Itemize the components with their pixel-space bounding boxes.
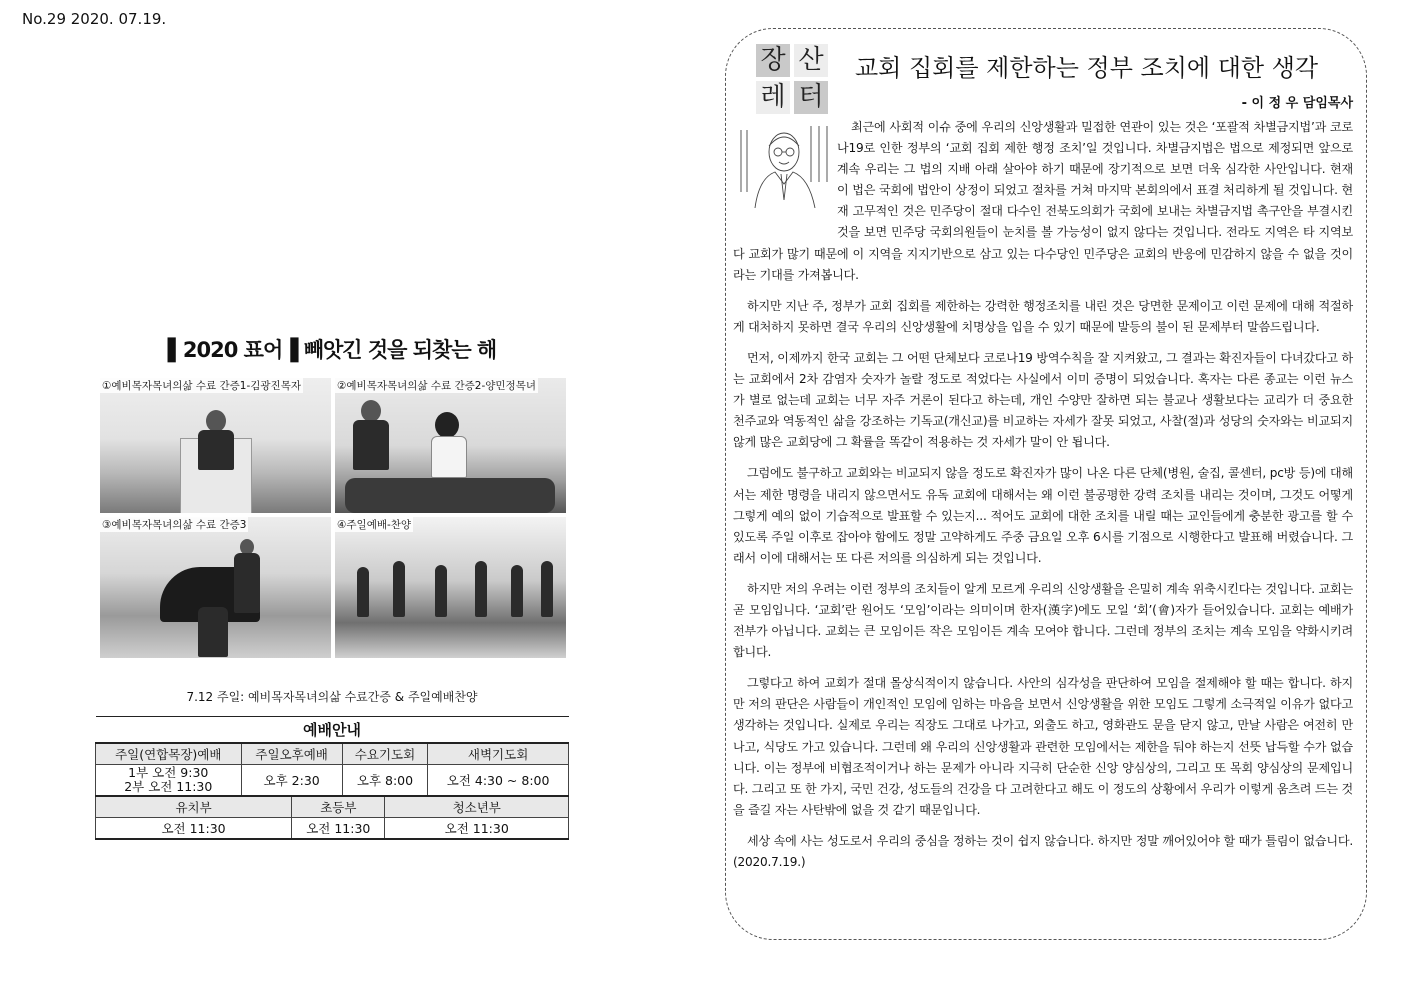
article-paragraph: 먼저, 이제까지 한국 교회는 그 어떤 단체보다 코로나19 방역수칙을 잘 지켜왔고, 그 결과는 확진자들이 다녀갔다고 하는 교회에서 2차 감염자 숫자가 놀랄 정도로 적었다는 사실에서 이미 증명이 되었습니다. 혹자는 다른 종교는 이런 뉴스가 별로 없는데 교회는 너무 자주 거론이 된다고 하는데, 개인 수양만 잘하면 되는 불교나 생활보다는 교리가 더 중요한 천주교와 역동적인 삶을 강조하는 기독교(개신교)를 비교하는 자세가 잘못 되었고, 사찰(절)과 성당의 숫자와는 비교되지 않게 많은 교회당에 그 확률을 똑같이 적용하는 것 자세가 말이 안 됩니다.: [733, 350, 1353, 450]
article-paragraph: 하지만 저의 우려는 이런 정부의 조치들이 알게 모르게 우리의 신앙생활을 은밀히 계속 위축시킨다는 것입니다. 교회는 곧 모임입니다. ‘교회’란 원어도 ‘모임’이라는 의미이며 한자(漢字)에도 모일 ‘회’(會)자가 들어있습니다. 교회는 예배가 전부가 아닙니다. 교회는 큰 모임이든 작은 모임이든 계속 모여야 합니다. 그런데 정부의 조치는 계속 모임을 약화시키려 합니다.: [733, 581, 1354, 660]
person-musician: [357, 567, 369, 617]
badge-char: 산: [794, 44, 828, 77]
photo-testimony-3: [100, 517, 331, 658]
article-paragraph: 하지만 지난 주, 정부가 교회 집회를 제한하는 강력한 행정조치를 내린 것은 당면한 문제이고 이런 문제에 대해 적절하게 대처하지 못하면 결국 우리의 신앙생활에 치명상을 입을 수 있기 때문에 발등의 불이 된 문제부터 말씀드립니다.: [733, 298, 1353, 334]
schedule-header: 초등부: [292, 796, 385, 818]
person-speaker: [198, 430, 234, 470]
person-couple: [198, 607, 228, 657]
schedule-value: 오전 11:30: [385, 818, 569, 840]
worship-schedule-table: [95, 716, 569, 840]
article-body: [733, 117, 1353, 883]
badge-char: 터: [794, 81, 828, 114]
person-musician: [435, 565, 447, 617]
article-paragraph: 세상 속에 사는 성도로서 우리의 중심을 정하는 것이 쉽지 않습니다. 하지만 정말 깨어있어야 할 때가 틀림이 없습니다.(2020.7.19.): [733, 833, 1353, 869]
person-speaker: [431, 436, 467, 478]
person-singer: [234, 553, 260, 613]
person-musician: [541, 561, 553, 617]
person-musician: [475, 561, 487, 617]
badge-char: 장: [756, 44, 790, 77]
schedule-header: 청소년부: [385, 796, 569, 818]
schedule-value: 오후 2:30: [241, 765, 342, 797]
schedule-header: 새벽기도회: [428, 743, 569, 765]
schedule-value: 1부 오전 9:30 2부 오전 11:30: [96, 765, 242, 797]
person-head: [361, 400, 381, 422]
schedule-header: 수요기도회: [342, 743, 427, 765]
person-head: [206, 410, 226, 432]
schedule-value: 오전 4:30 ~ 8:00: [428, 765, 569, 797]
badge-char: 레: [756, 81, 790, 114]
schedule-value: 오전 11:30: [292, 818, 385, 840]
photos-caption: 7.12 주일: 예비목자목녀의삶 수료간증 & 주일예배찬양: [186, 690, 478, 704]
person-pastor: [353, 420, 389, 470]
person-head: [435, 412, 459, 438]
person-musician: [393, 561, 405, 617]
photo-caption-1: ①예비목자목녀의삶 수료 간증1-김광진목자: [102, 380, 301, 392]
photo-worship-praise: [335, 517, 566, 658]
schedule-header: 주일오후예배: [241, 743, 342, 765]
column-badge: [756, 44, 830, 116]
article-paragraph: 그럼에도 불구하고 교회와는 비교되지 않을 정도로 확진자가 많이 나온 다른 단체(병원, 술집, 콜센터, pc방 등)에 대해서는 제한 명령을 내리지 않으면서도 유독 교회에 대해서는 왜 이런 불공평한 강력 조치를 내리는 것이며, 그것도 어떻게 그렇게 예의 없이 기습적으로 발표할 수 있는지... 적어도 교회에 대한 조치를 내릴 때는 교인들에게 충분한 광고를 할 수 있도록 주일 이후로 잡아야 함에도 정말 고약하게도 주중 금요일 오후 6시를 기점으로 시행한다고 발표해 버렸습니다. 그래서 이에 대해서는 또 다른 저의를 의심하게 되는 것입니다.: [733, 466, 1353, 565]
schedule-value: 오전 11:30: [96, 818, 292, 840]
year-motto: ▌2020 표어▐ 빼앗긴 것을 되찾는 해: [167, 338, 497, 362]
photo-caption-2: ②예비목자목녀의삶 수료 간증2-양민정목녀: [337, 380, 536, 392]
schedule-header: 유치부: [96, 796, 292, 818]
photo-testimony-2: [335, 378, 566, 513]
portrait-spacer: [733, 117, 837, 237]
article-paragraph: 그렇다고 하여 교회가 절대 몰상식적이지 않습니다. 사안의 심각성을 판단하여 모임을 절제해야 할 때는 합니다. 하지만 저의 판단은 사람들이 개인적인 모임에 임하는 마음을 보면서 신앙생활을 위한 모임도 그렇게 소극적일 이유가 없다고 생각하는 것입니다. 실제로 우리는 직장도 그대로 나가고, 외출도 하고, 영화관도 문을 닫지 않고, 만날 사람은 여전히 만나고, 식당도 가고 있습니다. 그런데 왜 우리의 신앙생활과 관련한 모임에서는 제한을 둬야 하는지 선뜻 납득할 수가 없습니다. 이는 정부에 비협조적이거나 하는 문제가 아니라 지극히 단순한 신앙 양심상의, 그리고 또 목회 양심상의 문제입니다. 그리고 또 한 가지, 국민 건강, 성도들의 건강을 다 고려한다고 해도 이 정도의 상황에서 우리가 이렇게 움츠려 드는 것을 즐길 자는 사탄밖에 없을 것 같기 때문입니다.: [733, 676, 1353, 817]
photo-grid: [100, 378, 566, 658]
photo-testimony-1: [100, 378, 331, 513]
schedule-header: 주일(연합목장)예배: [96, 743, 242, 765]
worship-schedule-title: 예배안내: [96, 717, 569, 744]
article-author: - 이 정 우 담임목사: [1241, 96, 1353, 111]
article-paragraph: 최근에 사회적 이슈 중에 우리의 신앙생활과 밀접한 연관이 있는 것은 ‘포괄적 차별금지법’과 코로나19로 인한 정부의 ‘교회 집회 제한 행정 조치’일 것입니다. 차별금지법은 법으로 제정되면 앞으로 계속 우리는 그 법의 지배 아래 살아야 하기 때문에 장기적으로 보면 더욱 심각한 사안입니다. 현재 이 법은 국회에 법안이 상정이 되었고 절차를 거쳐 마지막 본회의에서 표결 처리하게 될 것입니다. 현재 고무적인 것은 민주당이 절대 다수인 전북도의회가 국회에 보내는 차별금지법 촉구안을 부결시킨 것을 보면 민주당 국회의원들이 눈치를 볼 가능성이 없지 않다는 것입니다. 전라도 지역은 타 지역보다 교회가 많기 때문에 이 지역을 지지기반으로 삼고 있는 다수당인 민주당은 교회의 반응에 민감하지 않을 수 없을 것이라는 기대를 가져봅니다.: [733, 120, 1353, 282]
article-title: 교회 집회를 제한하는 정부 조치에 대한 생각: [855, 54, 1319, 82]
photo-caption-3: ③예비목자목녀의삶 수료 간증3: [102, 519, 247, 531]
photo-caption-4: ④주일예배-찬양: [337, 519, 412, 531]
schedule-value: 오후 8:00: [342, 765, 427, 797]
audience: [345, 478, 555, 513]
person-musician: [511, 565, 523, 617]
issue-number: No.29 2020. 07.19.: [22, 10, 167, 28]
